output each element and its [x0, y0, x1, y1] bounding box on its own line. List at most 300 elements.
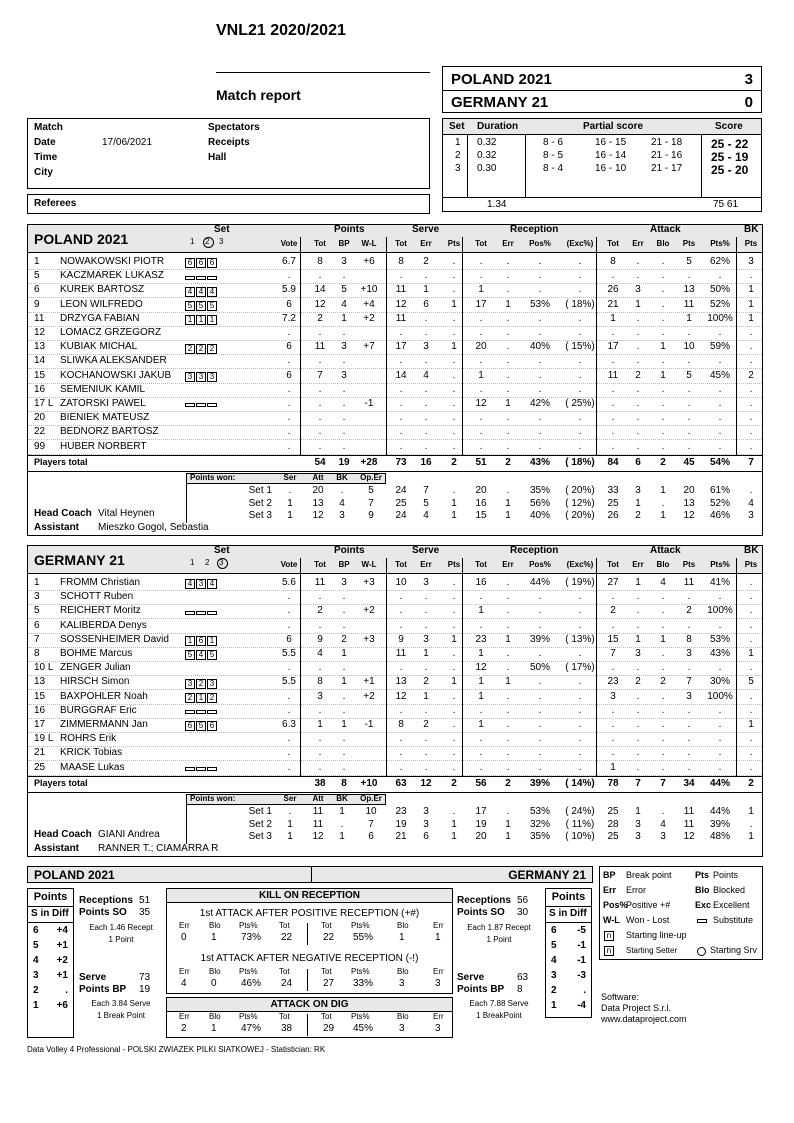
sets-row-partial2: 16 - 10: [595, 163, 627, 174]
b-each-rec: Each 1.87 Recept: [467, 923, 531, 932]
legend-exc-val: Excellent: [713, 900, 750, 910]
player-number: 99: [34, 440, 46, 452]
table-row[interactable]: [28, 647, 762, 661]
pw-ser-head: Ser: [283, 794, 297, 803]
substitute-icon: [196, 710, 206, 714]
starting-position-box: 1: [185, 315, 195, 325]
table-row[interactable]: [28, 312, 762, 326]
cell-bk: 1: [748, 284, 754, 296]
table-row[interactable]: [28, 704, 762, 718]
legend-srv-val: Starting Srv: [710, 945, 758, 955]
set-row-rerr: 1: [505, 831, 511, 842]
cell-serr: .: [424, 704, 428, 716]
total-rexc: ( 14%): [565, 778, 595, 789]
set-row-rerr: .: [506, 485, 510, 496]
starting-position-box: 3: [207, 372, 217, 382]
set-row-apts: 11: [683, 818, 695, 830]
score-box: [442, 66, 762, 113]
cell-serr: .: [424, 398, 428, 409]
table-row[interactable]: [28, 411, 762, 425]
cell-ablo: .: [661, 270, 665, 282]
kill-on-reception: [166, 888, 453, 994]
cell-apct: .: [718, 619, 722, 631]
table-row[interactable]: [28, 633, 762, 647]
player-number: 17: [34, 719, 46, 730]
time-label: Time: [34, 152, 58, 163]
head-serve: Serve: [412, 545, 440, 556]
cell-stot: .: [399, 355, 403, 367]
rot-b-diff: Diff: [570, 908, 587, 919]
subhead-atot: Tot: [607, 239, 619, 248]
cell-rerr: .: [506, 591, 510, 603]
cell-aerr: 1: [635, 298, 641, 310]
cell-spts: .: [452, 719, 456, 730]
cell-serr: .: [424, 327, 428, 338]
set-row-rerr: 1: [505, 510, 511, 521]
table-row[interactable]: [28, 326, 762, 340]
table-row[interactable]: [28, 661, 762, 675]
cell-serr: 2: [423, 676, 429, 688]
cell-apts: 7: [686, 676, 692, 688]
total-spts: 2: [451, 457, 457, 468]
starting-position-box: 5: [185, 650, 195, 660]
player-name: BEDNORZ BARTOSZ: [60, 426, 159, 438]
table-row[interactable]: [28, 383, 762, 397]
cell-rerr: .: [506, 719, 510, 730]
sets-head-partial: Partial score: [583, 121, 644, 132]
player-number: 7: [34, 633, 40, 645]
set-row-ser: .: [288, 806, 292, 817]
table-row[interactable]: [28, 425, 762, 439]
cell-bk: .: [749, 761, 753, 773]
cell-atot: 27: [607, 577, 619, 588]
kor-value-a_tot: 38: [281, 1023, 293, 1034]
cell-atot: .: [611, 426, 615, 438]
summary-team-a: POLAND 2021: [34, 868, 115, 882]
set-row-block: 1: [748, 831, 754, 842]
cell-spts: .: [452, 761, 456, 773]
cell-apct: .: [718, 719, 722, 730]
player-name: HIRSCH Simon: [60, 676, 130, 688]
kor-value-a_blo: 1: [211, 1023, 217, 1034]
cell-aerr: .: [636, 426, 640, 438]
rotation-table-b: [545, 888, 592, 1018]
cell-spts: .: [452, 747, 456, 759]
legend-wl-val: Won - Lost: [626, 915, 670, 925]
set-row-rtot: 19: [475, 818, 487, 830]
head-set-3: 3: [219, 558, 224, 567]
cell-vote: 5.5: [282, 648, 296, 659]
cell-aerr: .: [636, 341, 640, 353]
sets-head-duration: Duration: [477, 121, 519, 132]
cell-rtot: .: [479, 355, 483, 367]
rotation-diff: .: [583, 985, 586, 996]
kor-value-a_blo: 1: [211, 932, 217, 943]
cell-stot: .: [399, 761, 403, 773]
sets-row-set: 1: [455, 137, 461, 148]
set-row-rexc: ( 20%): [565, 510, 595, 521]
cell-apct: .: [718, 398, 722, 409]
substitute-icon: [185, 611, 195, 615]
cell-bp: .: [342, 398, 346, 409]
cell-stot: 8: [398, 719, 404, 730]
cell-ablo: .: [661, 648, 665, 659]
set-row-rpos: 32%: [529, 818, 550, 830]
b-serve-label: Serve: [457, 972, 485, 983]
cell-stot: .: [399, 426, 403, 438]
cell-rtot: .: [479, 747, 483, 759]
cell-rpos: .: [538, 369, 542, 381]
cell-vote: 6: [286, 298, 292, 310]
player-name: KUBIAK MICHAL: [60, 341, 138, 353]
cell-rerr: .: [506, 341, 510, 353]
set-row-apct: 61%: [709, 485, 730, 496]
cell-stot: 17: [395, 341, 407, 353]
rot-a-points-label: Points: [33, 891, 68, 903]
set-row-ablo: 1: [660, 485, 666, 496]
match-label: Match: [34, 122, 63, 133]
cell-serr: .: [424, 591, 428, 603]
cell-apts: 3: [686, 648, 692, 659]
cell-apct: .: [718, 662, 722, 674]
set-row-rexc: ( 10%): [565, 831, 595, 842]
cell-aerr: .: [636, 440, 640, 452]
cell-rpos: .: [538, 591, 542, 603]
head-coach-name: GIANI Andrea: [98, 829, 160, 840]
kor-head-blo: Blo: [209, 921, 221, 930]
cell-rpos: 50%: [529, 662, 550, 674]
player-number: 20: [34, 412, 46, 424]
software-company: Data Project S.r.l.: [601, 1003, 672, 1013]
cell-spts: 1: [451, 676, 457, 688]
cell-serr: .: [424, 426, 428, 438]
cell-bp: .: [342, 270, 346, 282]
set-row-block: 1: [748, 806, 754, 817]
cell-rtot: .: [479, 733, 483, 745]
cell-rerr: .: [506, 355, 510, 367]
cell-apct: .: [718, 747, 722, 759]
legend-wl-key: W-L: [603, 915, 620, 925]
cell-bp: .: [342, 761, 346, 773]
set-row-ser: 1: [287, 497, 293, 509]
kor-value-b_tot: 27: [323, 978, 335, 989]
cell-bp: .: [342, 412, 346, 424]
set-row-atot: 26: [607, 510, 619, 521]
legend-pos-key: Pos%: [603, 900, 628, 910]
cell-ptot: 8: [317, 256, 323, 267]
sets-row-partial3: 21 - 17: [651, 163, 683, 174]
player-number: 16: [34, 704, 46, 716]
cell-stot: .: [399, 440, 403, 452]
table-row[interactable]: [28, 619, 762, 633]
starting-position-box: 3: [196, 372, 206, 382]
cell-stot: .: [399, 383, 403, 395]
cell-rerr: .: [506, 619, 510, 631]
rotation-set: 3: [551, 970, 557, 981]
table-row[interactable]: [28, 690, 762, 704]
player-name: KUREK BARTOSZ: [60, 284, 145, 296]
cell-ptot: .: [318, 761, 322, 773]
kor-head-err: Err: [433, 1012, 444, 1021]
cell-bk: .: [749, 398, 753, 409]
cell-stot: 8: [398, 256, 404, 267]
cell-vote: .: [287, 398, 291, 409]
cell-atot: .: [611, 662, 615, 674]
starting-position-box: 3: [196, 579, 206, 589]
total-aerr: 7: [635, 778, 641, 789]
hall-label: Hall: [208, 152, 227, 163]
starting-position-box: 6: [207, 721, 217, 731]
cell-bp: .: [342, 704, 346, 716]
cell-rexc: .: [578, 426, 582, 438]
player-name: NOWAKOWSKI PIOTR: [60, 256, 165, 267]
legend-box: [599, 866, 763, 960]
kor-value-b_err: 3: [435, 978, 441, 989]
cell-apct: .: [718, 355, 722, 367]
cell-stot: 14: [395, 369, 407, 381]
set-row-bk: 1: [339, 806, 345, 817]
head-serve: Serve: [412, 224, 440, 235]
cell-bp: .: [342, 605, 346, 617]
cell-atot: 7: [610, 648, 616, 659]
cell-rtot: .: [479, 312, 483, 324]
cell-apts: 1: [686, 312, 692, 324]
rot-a-sin: S in: [31, 908, 50, 919]
cell-ptot: 9: [317, 633, 323, 645]
footer-text: Data Volley 4 Professional - POLSKI ZWIAZEK PILKI SIATKOWEJ - Statistician: RK: [27, 1045, 326, 1054]
starting-position-box: 6: [185, 258, 195, 268]
total-rtot: 51: [475, 457, 487, 468]
a-each-rec: Each 1.46 Recept: [89, 923, 153, 932]
cell-rexc: .: [578, 383, 582, 395]
cell-apct: .: [718, 412, 722, 424]
table-row[interactable]: [28, 761, 762, 775]
total-bp: 8: [341, 778, 347, 789]
set-row-aerr: 3: [635, 831, 641, 842]
player-name: HUBER NORBERT: [60, 440, 147, 452]
cell-spts: .: [452, 398, 456, 409]
cell-rexc: .: [578, 355, 582, 367]
pw-op-head: Op.Er: [360, 794, 382, 803]
sets-head-set: Set: [449, 121, 465, 132]
head-points: Points: [334, 224, 365, 235]
table-row[interactable]: [28, 440, 762, 454]
starting-position-box: 4: [185, 287, 195, 297]
set-row-apct: 39%: [709, 818, 730, 830]
starting-position-box: 6: [196, 636, 206, 646]
set-row-rtot: 17: [475, 806, 487, 817]
cell-ptot: 14: [314, 284, 326, 296]
subhead-bp: BP: [338, 239, 350, 248]
cell-stot: .: [399, 662, 403, 674]
cell-serr: 3: [423, 341, 429, 353]
set-row-serr: 3: [423, 806, 429, 817]
cell-rtot: 1: [478, 284, 484, 296]
substitute-icon: [185, 710, 195, 714]
cell-wl: +10: [360, 284, 378, 296]
cell-aerr: .: [636, 591, 640, 603]
cell-bk: 1: [748, 648, 754, 659]
set-row-stot: 24: [395, 510, 407, 521]
substitute-icon: [185, 767, 195, 771]
starting-lineup-icon: n: [604, 931, 614, 941]
table-row[interactable]: [28, 590, 762, 604]
software-url[interactable]: www.dataproject.com: [601, 1014, 687, 1024]
cell-ptot: .: [318, 412, 322, 424]
set-row-rtot: 20: [475, 831, 487, 842]
kor-head-err: Err: [179, 967, 190, 976]
player-name: SEMENIUK KAMIL: [60, 383, 146, 395]
cell-stot: 12: [395, 690, 407, 702]
kor-head-tot: Tot: [321, 967, 332, 976]
team-name: GERMANY 21: [34, 552, 125, 568]
cell-apct: 62%: [709, 256, 730, 267]
set-row-rexc: ( 24%): [565, 806, 595, 817]
cell-ptot: .: [318, 733, 322, 745]
cell-apts: 2: [686, 605, 692, 617]
cell-rtot: 12: [475, 662, 487, 674]
legend-subst-val: Substitute: [713, 915, 754, 925]
player-number: 19 L: [34, 733, 54, 745]
subhead-rexc: (Exc%): [566, 560, 594, 569]
player-number: 22: [34, 426, 46, 438]
table-row[interactable]: [28, 269, 762, 283]
starting-position-box: 4: [207, 579, 217, 589]
table-row[interactable]: [28, 732, 762, 746]
starting-setter-circle-icon: [203, 237, 214, 248]
cell-ablo: .: [661, 284, 665, 296]
rotation-set: 5: [33, 940, 39, 951]
a-so-label: Points SO: [79, 907, 127, 918]
kor-value-a_err: 0: [181, 932, 187, 943]
table-row[interactable]: [28, 718, 762, 732]
cell-apts: 8: [686, 633, 692, 645]
table-row[interactable]: [28, 255, 762, 269]
cell-bk: .: [749, 605, 753, 617]
cell-bp: .: [342, 383, 346, 395]
cell-bk: .: [749, 577, 753, 588]
cell-aerr: .: [636, 619, 640, 631]
set-row-rpos: 53%: [529, 806, 550, 817]
set-row-stot: 23: [395, 806, 407, 817]
substitute-icon: [207, 710, 217, 714]
table-row[interactable]: [28, 746, 762, 760]
cell-rexc: .: [578, 369, 582, 381]
starting-position-box: 6: [207, 258, 217, 268]
total-ptot: 38: [314, 778, 326, 789]
kor-head-blo: Blo: [397, 921, 409, 930]
legend-err-key: Err: [603, 885, 617, 895]
table-row[interactable]: [28, 298, 762, 312]
cell-ablo: .: [661, 662, 665, 674]
cell-aerr: .: [636, 312, 640, 324]
cell-aerr: .: [636, 704, 640, 716]
set-row-op: 7: [368, 818, 374, 830]
cell-bk: 3: [748, 256, 754, 267]
legend-setter-val: Starting Setter: [626, 946, 678, 955]
cell-rpos: .: [538, 719, 542, 730]
set-row-ser: .: [288, 485, 292, 496]
a-rec-label: Receptions: [79, 895, 133, 906]
total-spts: 2: [451, 778, 457, 789]
cell-apct: 100%: [707, 690, 733, 702]
total-bk: 2: [748, 778, 754, 789]
player-number: 25: [34, 761, 46, 773]
cell-aerr: .: [636, 761, 640, 773]
set-row-rexc: ( 20%): [565, 485, 595, 496]
subhead-serr: Err: [420, 239, 432, 248]
sets-row-duration: 0.32: [477, 150, 497, 161]
cell-vote: 5.6: [282, 577, 296, 588]
table-row[interactable]: [28, 354, 762, 368]
subhead-apct: Pts%: [710, 560, 730, 569]
player-name: FROMM Christian: [60, 577, 141, 588]
rotation-set: 3: [33, 970, 39, 981]
set-row-rtot: 20: [475, 485, 487, 496]
table-row[interactable]: [28, 340, 762, 354]
cell-atot: 2: [610, 605, 616, 617]
table-row[interactable]: [28, 397, 762, 411]
player-number: 11: [34, 312, 45, 324]
a-serve-label: Serve: [79, 972, 107, 983]
subhead-bp: BP: [338, 560, 350, 569]
cell-apct: 50%: [709, 284, 730, 296]
subhead-bk: Pts: [744, 560, 758, 569]
substitute-icon: [207, 403, 217, 407]
cell-bk: .: [749, 747, 753, 759]
table-row[interactable]: [28, 604, 762, 618]
table-row[interactable]: [28, 576, 762, 590]
table-row[interactable]: [28, 675, 762, 689]
cell-apct: .: [718, 383, 722, 395]
player-number: 9: [34, 298, 40, 310]
table-row[interactable]: [28, 369, 762, 383]
starting-position-box: 2: [196, 679, 206, 689]
set-row-bk: 3: [339, 510, 345, 521]
subhead-wl: W-L: [361, 239, 377, 248]
set-row-serr: 4: [423, 510, 429, 521]
set-row-label: Set 1: [248, 806, 272, 817]
cell-bp: 3: [341, 577, 347, 588]
cell-spts: .: [452, 412, 456, 424]
cell-rerr: .: [506, 577, 510, 588]
set-row-block: .: [749, 818, 753, 830]
cell-vote: 6.3: [282, 719, 296, 730]
cell-ptot: 11: [314, 341, 326, 353]
cell-rerr: .: [506, 426, 510, 438]
team-a-stats: [27, 224, 763, 536]
cell-bp: .: [342, 440, 346, 452]
cell-wl: +7: [363, 341, 375, 353]
cell-ablo: .: [661, 383, 665, 395]
cell-wl: +3: [363, 577, 375, 588]
rot-b-points-label: Points: [551, 891, 586, 903]
cell-rexc: .: [578, 312, 582, 324]
cell-apts: 13: [683, 284, 695, 296]
cell-bp: 1: [341, 676, 347, 688]
set-row-atot: 28: [607, 818, 619, 830]
cell-spts: .: [452, 648, 456, 659]
cell-ablo: .: [661, 398, 665, 409]
cell-rexc: ( 18%): [565, 298, 595, 310]
cell-serr: 3: [423, 633, 429, 645]
table-row[interactable]: [28, 283, 762, 297]
player-name: DRZYGA FABIAN: [60, 312, 140, 324]
sets-row-partial3: 21 - 18: [651, 137, 683, 148]
cell-vote: .: [287, 662, 291, 674]
starting-position-box: 2: [196, 344, 206, 354]
cell-ablo: .: [661, 690, 665, 702]
